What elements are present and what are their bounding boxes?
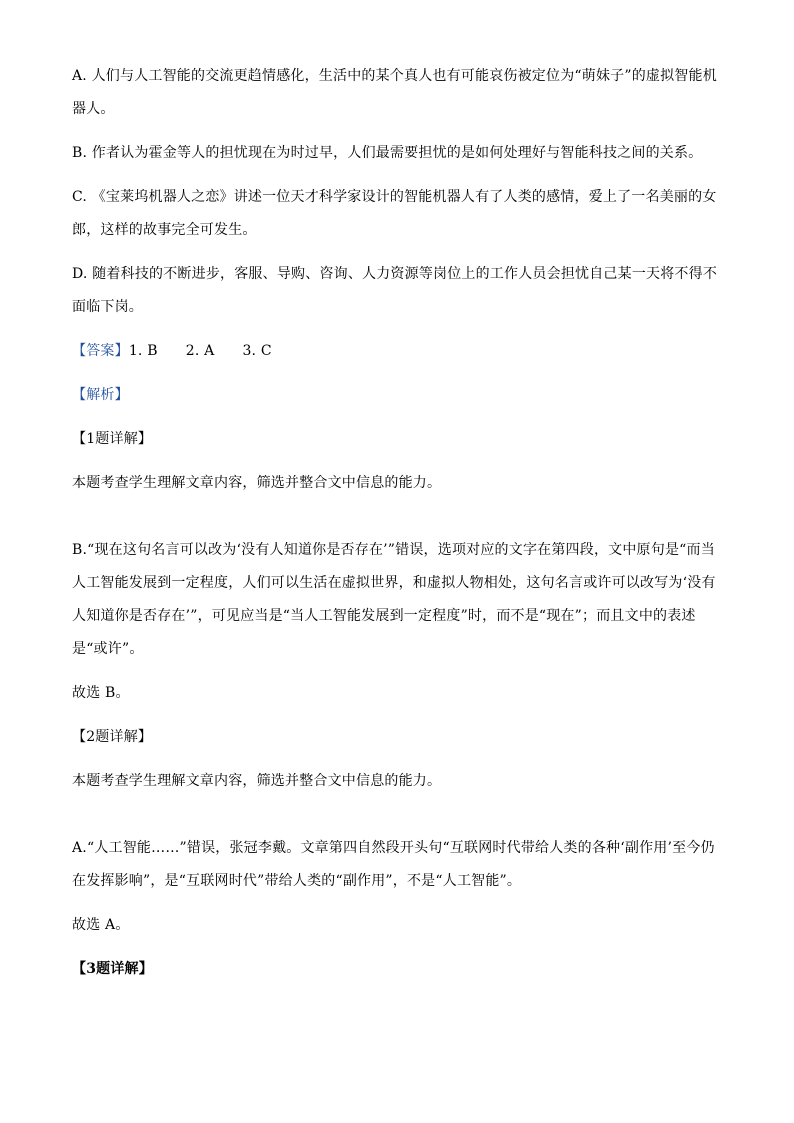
document-page [72, 60, 722, 986]
answer-line [72, 335, 722, 368]
option-a: A. 人们与人工智能的交流更趋情感化，生活中的某个真人也有可能哀伤被定位为“萌妹子”的虚拟智能机器人。 [72, 68, 717, 117]
q2-conclusion: 故选 A。 [72, 917, 130, 933]
answer-item-2: 2. A [185, 343, 215, 359]
analysis-tag: 【解析】 [72, 387, 129, 403]
q3-heading: 【3题详解】 [72, 961, 153, 977]
answer-item-1: 1. B [128, 343, 158, 359]
q2-heading: 【2题详解】 [72, 729, 153, 745]
q1-intro: 本题考查学生理解文章内容，筛选并整合文中信息的能力。 [72, 475, 442, 491]
q1-conclusion: 故选 B。 [72, 685, 130, 701]
option-c: C. 《宝莱坞机器人之恋》讲述一位天才科学家设计的智能机器人有了人类的感情，爱上了一名美丽的女郎，这样的故事完全可发生。 [72, 189, 717, 238]
answer-item-3: 3. C [242, 343, 272, 359]
answer-tag: 【答案】 [72, 343, 129, 359]
q1-heading: 【1题详解】 [72, 431, 153, 447]
q1-explanation: B.“现在这句名言可以改为‘没有人知道你是否存在’”错误，选项对应的文字在第四段，文中原句是“而当人工智能发展到一定程度，人们可以生活在虚拟世界，和虚拟人物相处，这句名言或许可以改写为‘没有人知道你是否存在’”，可见应当是“当人工智能发展到一定程度”时，而不是“现在”；而且文中的表述是“或许”。 [72, 542, 716, 657]
q2-explanation: A.“人工智能……”错误，张冠李戴。文章第四自然段开头句“互联网时代带给人类的各种‘副作用’至今仍在发挥影响”，是“互联网时代”带给人类的“副作用”，不是“人工智能”。 [72, 840, 715, 889]
option-b: B. 作者认为霍金等人的担忧现在为时过早，人们最需要担忧的是如何处理好与智能科技之间的关系。 [72, 145, 703, 161]
q2-intro: 本题考查学生理解文章内容，筛选并整合文中信息的能力。 [72, 773, 442, 789]
option-d: D. 随着科技的不断进步，客服、导购、咨询、人力资源等岗位上的工作人员会担忧自己某一天将不得不面临下岗。 [72, 266, 718, 315]
